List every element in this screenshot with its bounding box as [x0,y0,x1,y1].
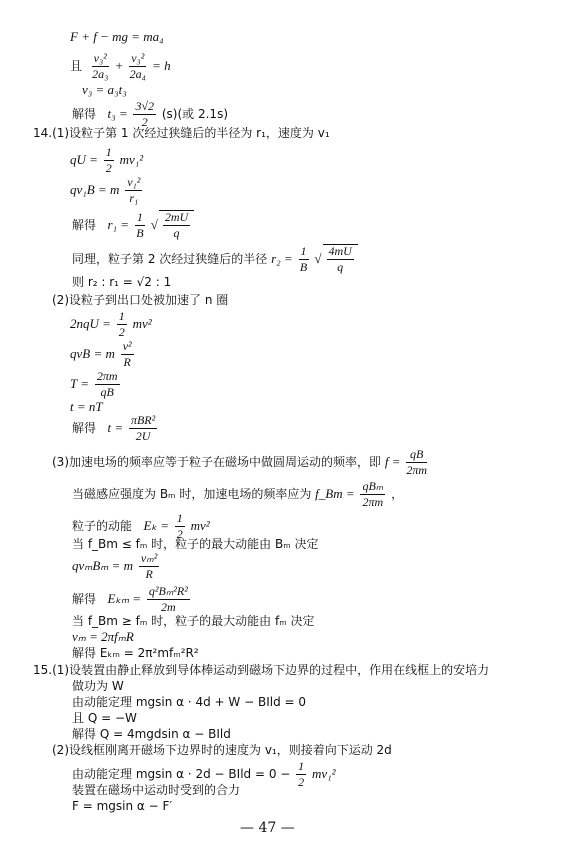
problem-14-part2-heading: (2)设粒子到出口处被加速了 n 圈 [52,293,229,307]
equation-line: 且 $\frac{\text{v₃²}}{\text{2a₃}}$ + $\frac{\text{v₃²}}{\text{2a₄}}$ = h [70,51,171,81]
equation-line: 由动能定理 mgsin α · 4d + W − BIld = 0 [72,695,307,709]
equation-line: qvₘBₘ = m $\frac{\text{vₘ²}}{R}$ [72,551,158,581]
equation-line: 当 f_Bm ≥ fₘ 时，粒子的最大动能由 fₘ 决定 [72,614,315,628]
equation-line: t = nT [70,399,103,414]
problem-14-part1-heading: 14.(1)设粒子第 1 次经过狭缝后的半径为 r₁，速度为 v₁ [33,126,330,140]
equation-line: 当磁感应强度为 Bₘ 时，加速电场的频率应为 f_Bm = $\frac{\text{qBₘ}}{2\pi m}$ ， [72,479,404,509]
equation-line: T = $\frac{2\pi m}{qB}$ [70,369,118,399]
equation-line: qvB = m $\frac{\text{v²}}{R}$ [70,339,132,369]
equation-line: qv₁B = m $\frac{\text{v₁²}}{\text{r₁}}$ [70,175,141,205]
equation-line: 解得 Q = 4mgdsin α − BIld [72,727,231,741]
equation-line: 则 r₂ : r₁ = √2 : 1 [72,275,172,289]
equation-line: F = mgsin α − F′ [72,799,173,813]
equation-line: 装置在磁场中运动时受到的合力 [72,783,241,797]
equation-line: 解得 t = $\frac{\text{πBR²}}{2U}$ [72,413,156,443]
equation-line: 由动能定理 mgsin α · 2d − BIld = 0 − $\frac{1}{2}$ mv₁² [72,759,336,789]
equation-line: vₘ = 2πfₘR [72,629,134,644]
equation-line: 粒子的动能 Eₖ = $\frac{1}{2}$ mv² [72,511,210,541]
problem-14-part3-heading: (3)加速电场的频率应等于粒子在磁场中做圆周运动的频率，即 f = $\frac{qB}{2\pi m}$ [52,447,427,477]
equation-line: 解得 t₃ = $\frac{3√2}{2}$ (s)(或 2.1s) [72,99,229,129]
equation-line: 同理，粒子第 2 次经过狭缝后的半径 r₂ = $\frac{1}{B}$ √ $\frac{4mU}{q}$ [72,244,358,274]
equation-line: qU = $\frac{1}{2}$ mv₁² [70,145,144,175]
page-number: — 47 — [240,820,295,836]
equation-line: 解得 Eₖₘ = $\frac{\text{q²Bₘ²R²}}{2m}$ [72,584,188,614]
equation-line: 解得 Eₖₘ = 2π²mfₘ²R² [72,646,199,660]
equation-line: 解得 r₁ = $\frac{1}{B}$ √ $\frac{2mU}{q}$ [72,210,194,240]
equation-line: v₃ = a₃t₃ [82,82,127,97]
equation-line: F + f − mg = ma₄ [70,29,164,44]
equation-line: 且 Q = −W [72,711,137,725]
equation-line: 当 f_Bm ≤ fₘ 时，粒子的最大动能由 Bₘ 决定 [72,537,319,551]
problem-15-part1-heading: 15.(1)设装置由静止释放到导体棒运动到磁场下边界的过程中，作用在线框上的安培力 [33,663,490,677]
problem-15-part2-heading: (2)设线框刚离开磁场下边界时的速度为 v₁，则接着向下运动 2d [52,743,392,757]
equation-line: 做功为 W [72,679,124,693]
equation-line: 2nqU = $\frac{1}{2}$ mv² [70,309,152,339]
